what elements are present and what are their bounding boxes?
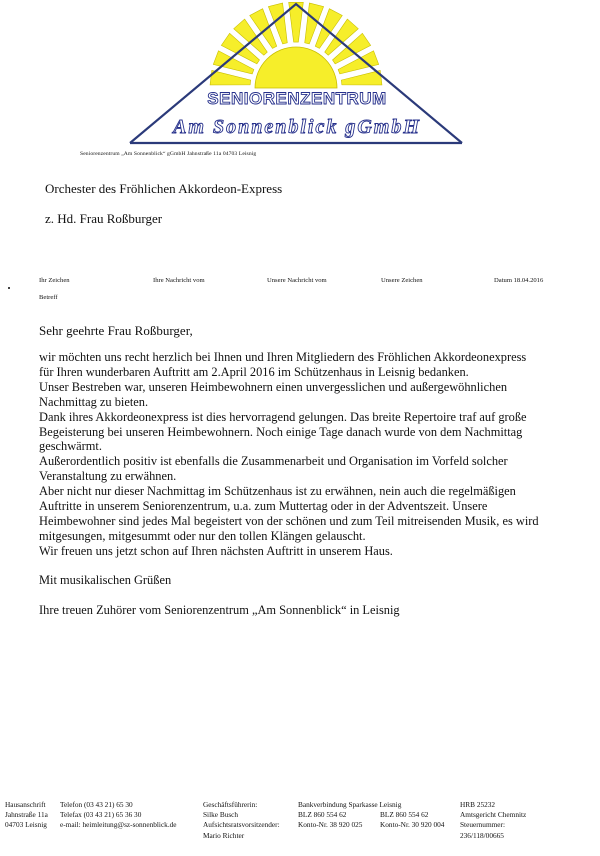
body-line: Wir freuen uns jetzt schon auf Ihren nächsten Auftritt in unserem Haus. [39, 543, 393, 558]
body-line: geschwärmt. [39, 439, 102, 454]
ref-unsere-zeichen: Unsere Zeichen [381, 277, 423, 284]
body-line: mitgesungen, mitgesummt oder nur den tollen Klängen gelauscht. [39, 528, 366, 543]
body-line: für Ihren wunderbaren Auftritt am 2.April 2016 im Schützenhaus in Leisnig bedanken. [39, 364, 469, 379]
salutation: Sehr geehrte Frau Roßburger, [39, 323, 193, 338]
company-logo [120, 0, 470, 148]
footer-bank-2 [380, 800, 444, 831]
footer-text: Bankverbindung Sparkasse Leisnig [298, 800, 402, 809]
scan-speck [8, 287, 10, 289]
logo-title: SENIORENZENTRUM [207, 89, 387, 108]
footer-text: Hausanschrift [5, 800, 46, 809]
logo-subtitle: Am Sonnenblick gGmbH [173, 116, 421, 138]
body-line: Heimbewohner sind jedes Mal begeistert von der schönen und zum Teil mitreisenden Musik, es wird [39, 513, 539, 528]
body-line: Außerordentlich positiv ist ebenfalls die Zusammenarbeit und Organisation im Vorfeld solcher [39, 454, 508, 469]
footer-text: HRB 25232 [460, 800, 496, 809]
letter-body [39, 350, 579, 559]
recipient-name: Orchester des Fröhlichen Akkordeon-Express [45, 181, 283, 196]
body-line: Veranstaltung zu erwähnen. [39, 469, 177, 484]
footer-email: e-mail: heimleitung@sz-sonnenblick.de [60, 820, 177, 830]
ref-betreff: Betreff [39, 294, 58, 301]
footer-text: Mario Richter [203, 830, 245, 840]
ref-ihre-nachricht: Ihre Nachricht vom [153, 277, 205, 284]
sender-address-line: Seniorenzentrum „Am Sonnenblick“ gGmbH Jahnstraße 11a 04703 Leisnig [80, 151, 257, 157]
footer-text: BLZ 860 554 62 [298, 810, 347, 820]
footer-text [380, 800, 444, 810]
body-line: Aber nicht nur dieser Nachmittag im Schützenhaus ist zu erwähnen, nein auch die regelmäßigen [39, 484, 516, 499]
footer-management [203, 800, 280, 841]
body-line: Dank ihres Akkordeonexpress ist dies hervorragend gelungen. Das breite Repertoire traf auf große [39, 409, 527, 424]
footer-text: Steuernummer: [460, 820, 505, 830]
closing-greeting: Mit musikalischen Grüßen [39, 573, 172, 587]
footer-text: Konto-Nr. 30 920 004 [380, 820, 445, 830]
footer-text: Konto-Nr. 38 920 025 [298, 820, 363, 830]
body-line: Begeisterung bei unseren Heimbewohnern. Noch einige Tage danach wurde von dem Nachmittag [39, 424, 523, 439]
recipient-attention: z. Hd. Frau Roßburger [45, 211, 163, 226]
footer-address [5, 800, 48, 831]
footer-contact [60, 800, 177, 831]
ref-unsere-nachricht: Unsere Nachricht vom [267, 277, 327, 284]
body-line: Nachmittag zu bieten. [39, 394, 149, 409]
footer-text: Silke Busch [203, 810, 239, 820]
footer-text: 04703 Leisnig [5, 820, 47, 830]
footer-text: Telefon (03 43 21) 65 30 [60, 800, 133, 809]
sun-ray [210, 70, 251, 84]
footer-text: Aufsichtsratsvorsitzender: [203, 820, 280, 830]
footer-text: Amtsgericht Chemnitz [460, 810, 527, 820]
sun-icon [255, 47, 337, 88]
ref-ihr-zeichen: Ihr Zeichen [39, 277, 70, 284]
body-line: wir möchten uns recht herzlich bei Ihnen und Ihren Mitgliedern des Fröhlichen Akkordeonexpress [39, 350, 527, 364]
signoff: Ihre treuen Zuhörer vom Seniorenzentrum „Am Sonnenblick“ in Leisnig [39, 603, 400, 617]
footer-text: BLZ 860 554 62 [380, 810, 429, 820]
body-line: Auftritte in unserem Seniorenzentrum, u.a. zum Muttertag oder in der Adventszeit. Unsere [39, 499, 488, 514]
footer-text: Jahnstraße 11a [5, 810, 48, 820]
body-line: Unser Bestreben war, unseren Heimbewohnern einen unvergesslichen und außergewöhnlichen [39, 379, 508, 394]
footer-registry [460, 800, 526, 841]
footer-text: Geschäftsführerin: [203, 800, 258, 809]
footer-text: Telefax (03 43 21) 65 36 30 [60, 810, 142, 820]
sun-ray [341, 70, 382, 84]
ref-datum: Datum 18.04.2016 [494, 277, 544, 284]
footer-text: 236/118/00665 [460, 830, 504, 840]
